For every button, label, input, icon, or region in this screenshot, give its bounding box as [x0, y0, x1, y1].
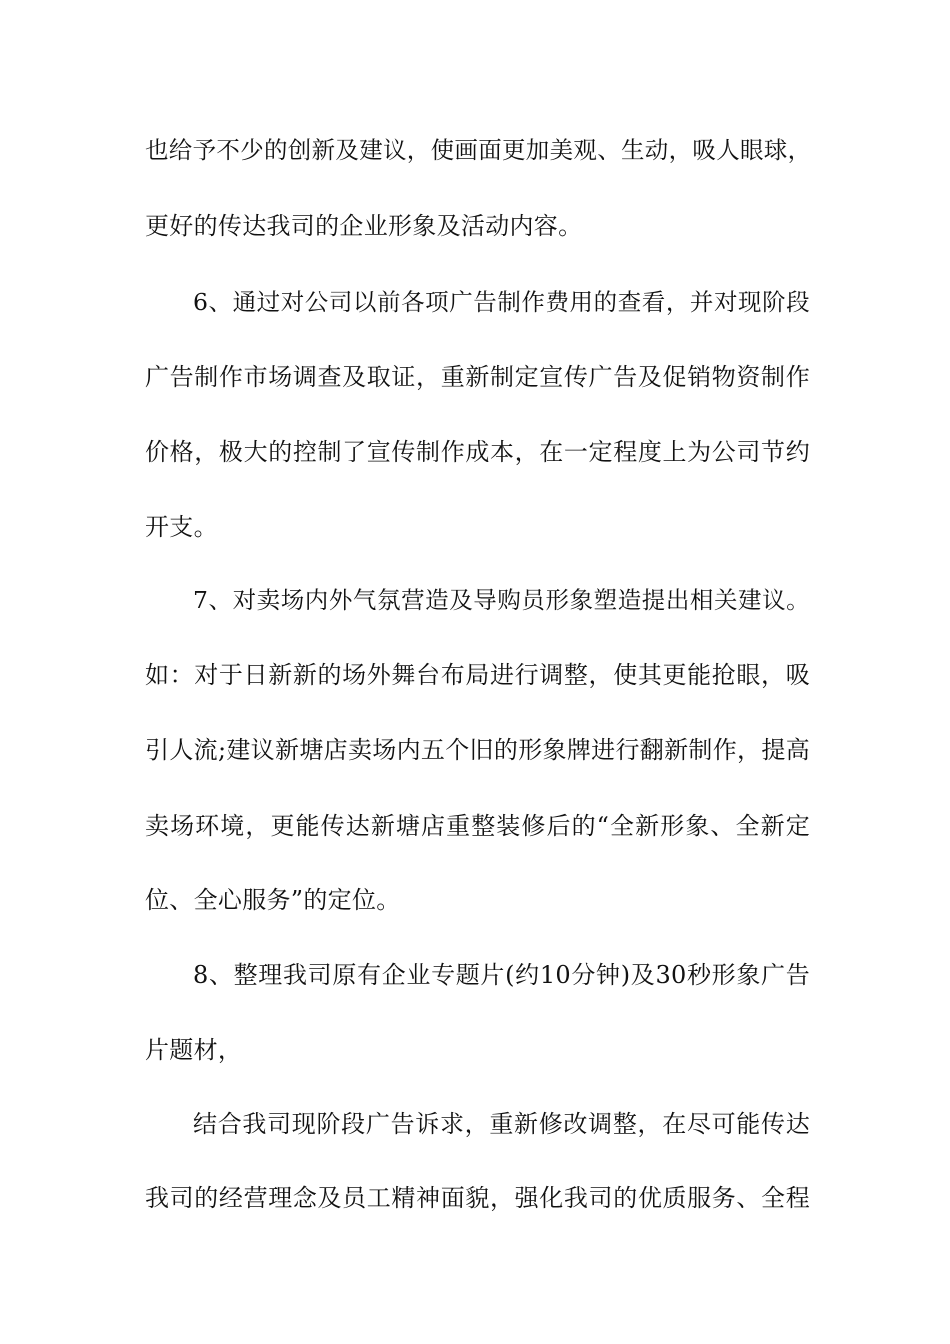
- text-line: 位、全心服务”的定位。: [145, 886, 401, 914]
- paragraph-start: 结合我司现阶段广告诉求，重新修改调整，在尽可能传达: [193, 1110, 810, 1138]
- text-line: 广告制作市场调查及取证，重新制定宣传广告及促销物资制作: [145, 363, 810, 391]
- text-line: 开支。: [145, 513, 218, 541]
- text-line: 价格，极大的控制了宣传制作成本，在一定程度上为公司节约: [145, 438, 810, 466]
- text-line: 卖场环境，更能传达新塘店重整装修后的“全新形象、全新定: [145, 812, 810, 840]
- paragraph-7-start: 7、对卖场内外气氛营造及导购员形象塑造提出相关建议。: [193, 586, 810, 614]
- text-line: 如：对于日新新的场外舞台布局进行调整，使其更能抢眼，吸: [145, 661, 810, 689]
- paragraph-8-start: 8、整理我司原有企业专题片(约10分钟)及30秒形象广告: [193, 961, 810, 989]
- text-line: 片题材，: [145, 1036, 243, 1064]
- paragraph-6-start: 6、通过对公司以前各项广告制作费用的查看，并对现阶段: [193, 288, 810, 316]
- text-line: 也给予不少的创新及建议，使画面更加美观、生动，吸人眼球，: [145, 136, 812, 164]
- text-line: 引人流;建议新塘店卖场内五个旧的形象牌进行翻新制作，提高: [145, 736, 810, 764]
- text-line: 我司的经营理念及员工精神面貌，强化我司的优质服务、全程: [145, 1184, 810, 1212]
- text-line: 更好的传达我司的企业形象及活动内容。: [145, 212, 583, 240]
